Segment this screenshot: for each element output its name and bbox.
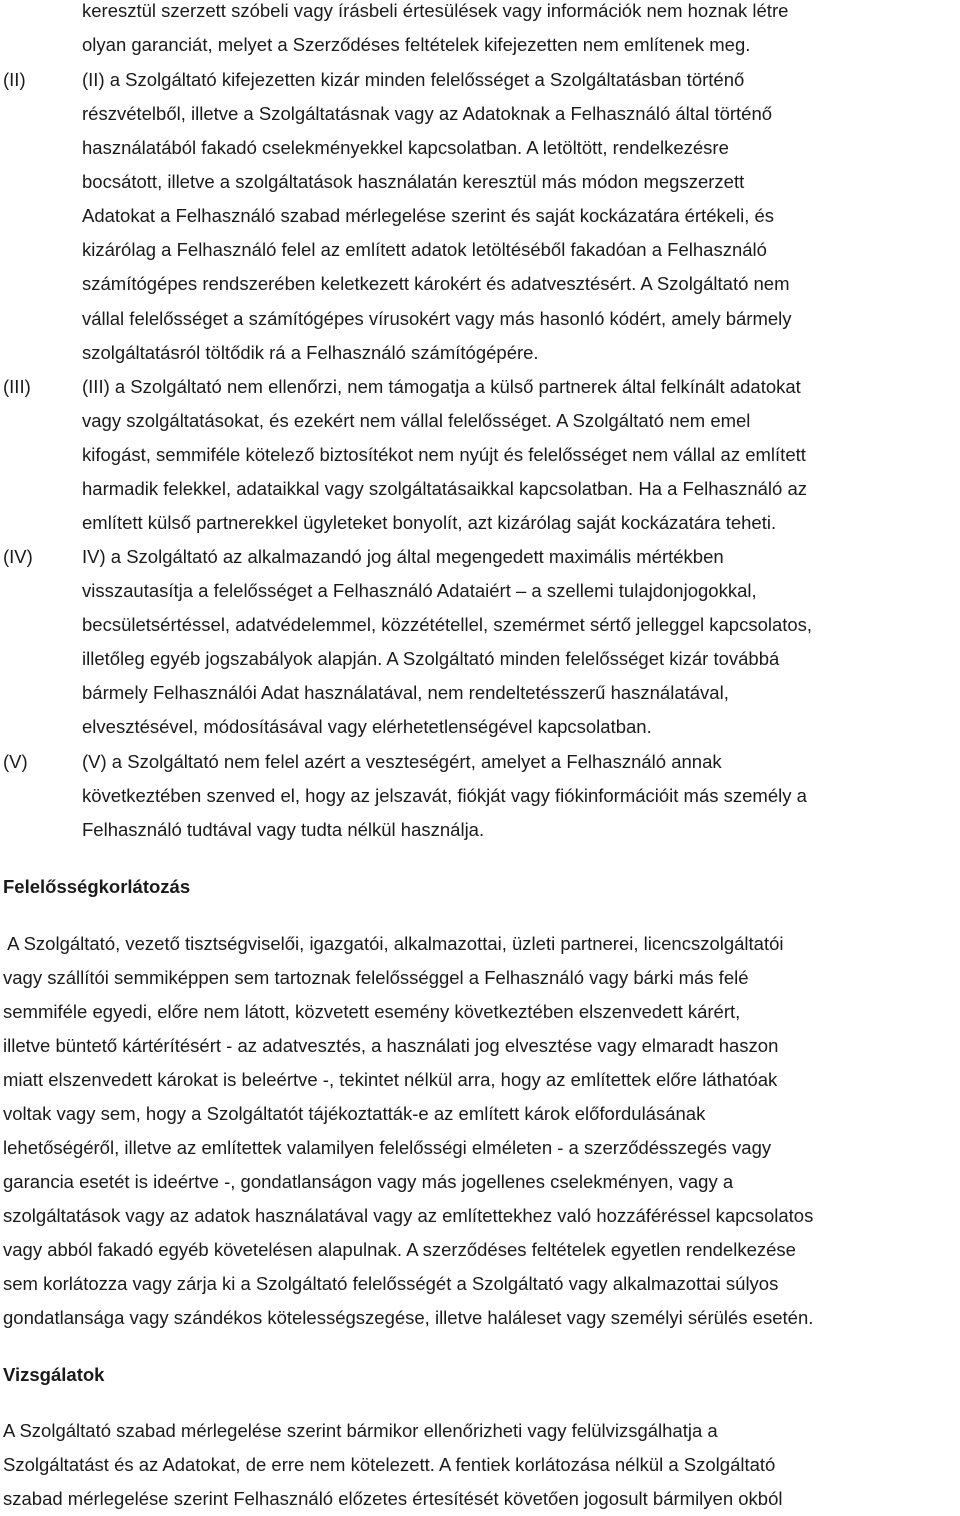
intro-line-2: olyan garanciát, melyet a Szerződéses feltételek kifejezetten nem említenek meg. (82, 34, 751, 55)
section1-line-12: gondatlansága vagy szándékos kötelességszegése, illetve haláleset vagy személyi sérülés esetén. (3, 1307, 814, 1328)
section2-line-2: Szolgáltatást és az Adatokat, de erre nem kötelezett. A fentiek korlátozása nélkül a Szolgáltató (3, 1454, 776, 1475)
item-ii-line-2: részvételből, illetve a Szolgáltatásnak vagy az Adatoknak a Felhasználó által történő (82, 103, 773, 124)
item-iv-line-5: bármely Felhasználói Adat használatával, nem rendeltetésszerű használatával, (82, 682, 729, 703)
item-marker-v: (V) (3, 751, 28, 772)
item-iii-line-2: vagy szolgáltatásokat, és ezekért nem vállal felelősséget. A Szolgáltató nem emel (82, 410, 751, 431)
item-iii-line-3: kifogást, semmiféle kötelező biztosítékot nem nyújt és felelősséget nem vállal az említett (82, 444, 806, 465)
section1-line-8: garancia esetét is ideértve -, gondatlanságon vagy más jogellenes cselekményen, vagy a (3, 1171, 734, 1192)
section-heading-inspections: Vizsgálatok (3, 1364, 105, 1385)
item-iv-line-2: visszautasítja a felelősséget a Felhasználó Adataiért – a szellemi tulajdonjogokkal, (82, 580, 757, 601)
item-iii-line-1: (III) a Szolgáltató nem ellenőrzi, nem támogatja a külső partnerek által felkínált adatokat (82, 376, 801, 397)
section1-line-10: vagy abból fakadó egyéb követelésen alapulnak. A szerződéses feltételek egyetlen rendelkezése (3, 1239, 796, 1260)
item-iv-line-4: illetőleg egyéb jogszabályok alapján. A Szolgáltató minden felelősséget kizár továbbá (82, 648, 780, 669)
item-iv-line-3: becsületsértéssel, adatvédelemmel, közzététellel, szemérmet sértő jelleggel kapcsolatos, (82, 614, 813, 635)
item-ii-line-6: kizárólag a Felhasználó felel az említett adatok letöltéséből fakadóan a Felhasználó (82, 239, 767, 260)
item-marker-iv: (IV) (3, 546, 33, 567)
item-iv-line-1: IV) a Szolgáltató az alkalmazandó jog által megengedett maximális mértékben (82, 546, 724, 567)
item-marker-ii: (II) (3, 69, 26, 90)
item-iv-line-6: elvesztésével, módosításával vagy elérhetetlenségével kapcsolatban. (82, 716, 652, 737)
item-iii-line-5: említett külső partnerekkel ügyleteket bonyolít, azt kizárólag saját kockázatára teheti. (82, 512, 777, 533)
section1-line-11: sem korlátozza vagy zárja ki a Szolgáltató felelősségét a Szolgáltató vagy alkalmazottai súlyos (3, 1273, 779, 1294)
section1-line-6: voltak vagy sem, hogy a Szolgáltatót tájékoztatták-e az említett károk előfordulásának (3, 1103, 706, 1124)
item-v-line-2: következtében szenved el, hogy az jelszavát, fiókját vagy fiókinformációit más személy a (82, 785, 807, 806)
item-ii-line-9: szolgáltatásról töltődik rá a Felhasználó számítógépére. (82, 342, 539, 363)
section-heading-liability: Felelősségkorlátozás (3, 876, 191, 897)
section1-line-2: vagy szállítói semmiképpen sem tartoznak felelősséggel a Felhasználó vagy bárki más felé (3, 967, 749, 988)
item-ii-line-3: használatából fakadó cselekményekkel kapcsolatban. A letöltött, rendelkezésre (82, 137, 729, 158)
item-v-line-3: Felhasználó tudtával vagy tudta nélkül használja. (82, 819, 485, 840)
item-marker-iii: (III) (3, 376, 31, 397)
section2-line-3: szabad mérlegelése szerint Felhasználó előzetes értesítését követően jogosult bármilyen okból (3, 1488, 783, 1509)
section1-line-5: miatt elszenvedett károkat is beleértve -, tekintet nélkül arra, hogy az említettek előre láthatóak (3, 1069, 778, 1090)
item-ii-line-7: számítógépes rendszerében keletkezett károkért és adatvesztésért. A Szolgáltató nem (82, 273, 790, 294)
item-ii-line-4: bocsátott, illetve a szolgáltatások használatán keresztül más módon megszerzett (82, 171, 745, 192)
section1-line-1: A Szolgáltató, vezető tisztségviselői, igazgatói, alkalmazottai, üzleti partnerei, licencszolgáltatói (3, 933, 784, 954)
section1-line-9: szolgáltatások vagy az adatok használatával vagy az említettekhez való hozzáféréssel kapcsolatos (3, 1205, 814, 1226)
section1-line-4: illetve büntető kártérítésért - az adatvesztés, a használati jog elvesztése vagy elmaradt haszon (3, 1035, 779, 1056)
item-ii-line-8: vállal felelősséget a számítógépes vírusokért vagy más hasonló kódért, amely bármely (82, 308, 792, 329)
item-ii-line-1: (II) a Szolgáltató kifejezetten kizár minden felelősséget a Szolgáltatásban történő (82, 69, 745, 90)
item-iii-line-4: harmadik felekkel, adataikkal vagy szolgáltatásaikkal kapcsolatban. Ha a Felhasználó az (82, 478, 807, 499)
section1-line-3: semmiféle egyedi, előre nem látott, közvetett esemény következtében elszenvedett kárért, (3, 1001, 741, 1022)
item-ii-line-5: Adatokat a Felhasználó szabad mérlegelése szerint és saját kockázatára értékeli, és (82, 205, 775, 226)
section1-line-7: lehetőségéről, illetve az említettek valamilyen felelősségi elméleten - a szerződésszegés vagy (3, 1137, 772, 1158)
section2-line-1: A Szolgáltató szabad mérlegelése szerint bármikor ellenőrizheti vagy felülvizsgálhatja a (3, 1420, 718, 1441)
intro-line-1: keresztül szerzett szóbeli vagy írásbeli értesülések vagy információk nem hoznak létre (82, 0, 789, 21)
item-v-line-1: (V) a Szolgáltató nem felel azért a veszteségért, amelyet a Felhasználó annak (82, 751, 722, 772)
